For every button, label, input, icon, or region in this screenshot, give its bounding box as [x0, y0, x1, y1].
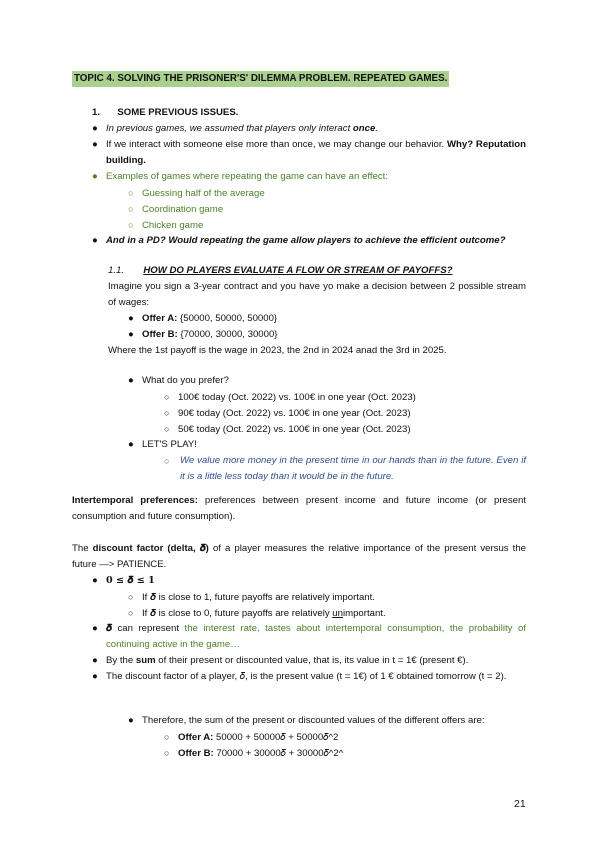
bullet-icon: ● — [92, 139, 98, 150]
term-label: discount factor (delta, 𝜹) — [92, 543, 209, 554]
close-to-0 — [128, 605, 386, 622]
bullet-1 — [92, 121, 378, 137]
contract-paragraph: Imagine you sign a 3-year contract and you have yo make a decision between 2 possible stream of wages: — [108, 281, 526, 308]
section-heading-text: SOME PREVIOUS ISSUES. — [117, 107, 239, 118]
text: of a player measures the relative importance of the present versus the future —> PATIENCE. — [72, 543, 526, 570]
letsplay-bullet — [128, 437, 197, 453]
option-3 — [164, 421, 411, 438]
bullet-text-end: . — [375, 123, 378, 134]
sum-bullet — [92, 653, 468, 669]
pv-offer-a — [164, 729, 338, 746]
sub-item-1 — [128, 185, 265, 202]
bullet-icon: ● — [92, 671, 98, 682]
option-text: 100€ today (Oct. 2022) vs. 100€ in one year (Oct. 2023) — [178, 392, 416, 403]
bullet-text: And in a PD? Would repeating the game allow players to achieve the efficient outcome? — [106, 235, 506, 246]
bullet-icon: ● — [128, 439, 134, 450]
offer-formula: 50000 + 50000𝛿 + 50000𝛿^2 — [213, 732, 339, 743]
sub-item-text: If 𝜹 is close to 0, future payoffs are relatively — [142, 608, 333, 619]
represent-bullet — [92, 621, 106, 637]
where-line: Where the 1st payoff is the wage in 2023, the 2nd in 2024 anad the 3rd in 2025. — [108, 345, 447, 356]
discount-paragraph — [72, 541, 526, 573]
circle-bullet-icon: ○ — [128, 592, 134, 602]
symbol: 𝜹 — [106, 623, 112, 634]
offer-value: {70000, 30000, 30000} — [177, 329, 278, 340]
represent-text — [106, 621, 526, 653]
bullet-icon: ● — [128, 375, 134, 386]
bullet-text: Therefore, the sum of the present or discounted values of the different offers are: — [142, 715, 485, 726]
circle-bullet-icon: ○ — [164, 392, 170, 402]
term-definition: preferences between present income and future income (or present consumption and future consumption). — [72, 495, 526, 522]
sub-item-text: If 𝜹 is close to 1, future payoffs are relatively important. — [142, 592, 375, 603]
prefer-bullet — [128, 373, 229, 389]
circle-bullet-icon: ○ — [128, 204, 134, 214]
circle-bullet-icon: ○ — [164, 748, 170, 758]
option-text: 90€ today (Oct. 2022) vs. 100€ in one year (Oct. 2023) — [178, 408, 411, 419]
term-label: Intertemporal preferences: — [72, 495, 198, 506]
section-number: 1. — [92, 107, 101, 118]
circle-bullet-icon: ○ — [128, 188, 134, 198]
option-text: 50€ today (Oct. 2022) vs. 100€ in one year (Oct. 2023) — [178, 424, 411, 435]
text: can represent — [111, 623, 185, 634]
bullet-icon: ● — [128, 313, 134, 324]
offer-label: Offer A: — [142, 313, 178, 324]
therefore-bullet — [128, 713, 485, 729]
sub-item-text-end: important. — [342, 608, 386, 619]
bullet-icon: ● — [92, 123, 98, 134]
circle-bullet-icon: ○ — [128, 220, 134, 230]
subsection-number: 1.1. — [108, 265, 125, 276]
offer-label: Offer A: — [178, 732, 214, 743]
factor-bullet — [92, 669, 106, 685]
bullet-text: In previous games, we assumed that players only interact — [106, 123, 353, 134]
sub-item-2 — [128, 201, 223, 218]
circle-bullet-icon: ○ — [164, 732, 170, 742]
bullet-2-text — [106, 137, 526, 169]
factor-text: The discount factor of a player, 𝛿, is the present value (t = 1€) of 1 € obtained tomorrow (t = 2). — [106, 671, 507, 682]
bullet-bold: once — [352, 123, 376, 134]
bullet-text: What do you prefer? — [142, 375, 229, 386]
bullet-icon: ● — [92, 575, 98, 586]
range-text: 0 ≤ 𝜹 ≤ 1 — [106, 575, 155, 586]
sub-item-3 — [128, 217, 203, 234]
sub-item-text: Coordination game — [142, 204, 224, 215]
sub-item-text: Chicken game — [142, 220, 204, 231]
range-bullet — [92, 573, 155, 589]
subsection-heading — [108, 263, 452, 279]
bullet-2 — [92, 137, 106, 153]
text: The — [72, 543, 93, 554]
bullet-icon: ● — [92, 623, 98, 634]
pv-offer-b — [164, 745, 343, 762]
circle-bullet-icon: ○ — [164, 424, 170, 434]
section-1-heading — [92, 105, 238, 121]
offer-label: Offer B: — [142, 329, 178, 340]
page-title: TOPIC 4. SOLVING THE PRISONER'S' DILEMMA PROBLEM. REPEATED GAMES. — [72, 71, 449, 87]
bullet-icon: ● — [92, 235, 98, 246]
circle-bullet-icon: ○ — [164, 456, 170, 466]
offer-formula: 70000 + 30000𝛿 + 30000𝛿^2^ — [213, 748, 344, 759]
text: By the — [106, 655, 136, 666]
green-text: the interest rate, tastes about intertemporal consumption, the probability of continuing active in the game… — [106, 623, 526, 650]
option-2 — [164, 405, 411, 422]
bullet-4 — [92, 233, 505, 249]
option-1 — [164, 389, 416, 406]
page-number: 21 — [514, 798, 526, 810]
bullet-bold: Why? Reputation building. — [106, 139, 527, 166]
bullet-icon: ● — [92, 655, 98, 666]
bold-text: sum — [135, 655, 156, 666]
underlined-text: un — [332, 608, 343, 619]
offer-label: Offer B: — [178, 748, 214, 759]
subsection-heading-text: HOW DO PLAYERS EVALUATE A FLOW OR STREAM OF PAYOFFS? — [143, 265, 453, 276]
intertemporal-paragraph — [72, 493, 526, 525]
close-to-1 — [128, 589, 375, 606]
bullet-icon: ● — [128, 715, 134, 726]
bullet-text: Examples of games where repeating the game can have an effect: — [106, 171, 388, 182]
answer-bullet — [164, 453, 178, 470]
circle-bullet-icon: ○ — [128, 608, 134, 618]
sub-item-text: Guessing half of the average — [142, 188, 265, 199]
offer-a-line — [128, 311, 277, 327]
text: of their present or discounted value, that is, its value in t = 1€ (present €). — [155, 655, 469, 666]
offer-b-line — [128, 327, 278, 343]
bullet-3 — [92, 169, 388, 185]
bullet-text: LET'S PLAY! — [142, 439, 197, 450]
answer-text: We value more money in the present time in our hands than in the future. Even if it is a little less today than it would be in the future. — [180, 455, 526, 482]
bullet-icon: ● — [92, 171, 98, 182]
offer-value: {50000, 50000, 50000} — [177, 313, 278, 324]
bullet-icon: ● — [128, 329, 134, 340]
bullet-text: If we interact with someone else more than once, we may change our behavior. — [106, 139, 447, 150]
circle-bullet-icon: ○ — [164, 408, 170, 418]
